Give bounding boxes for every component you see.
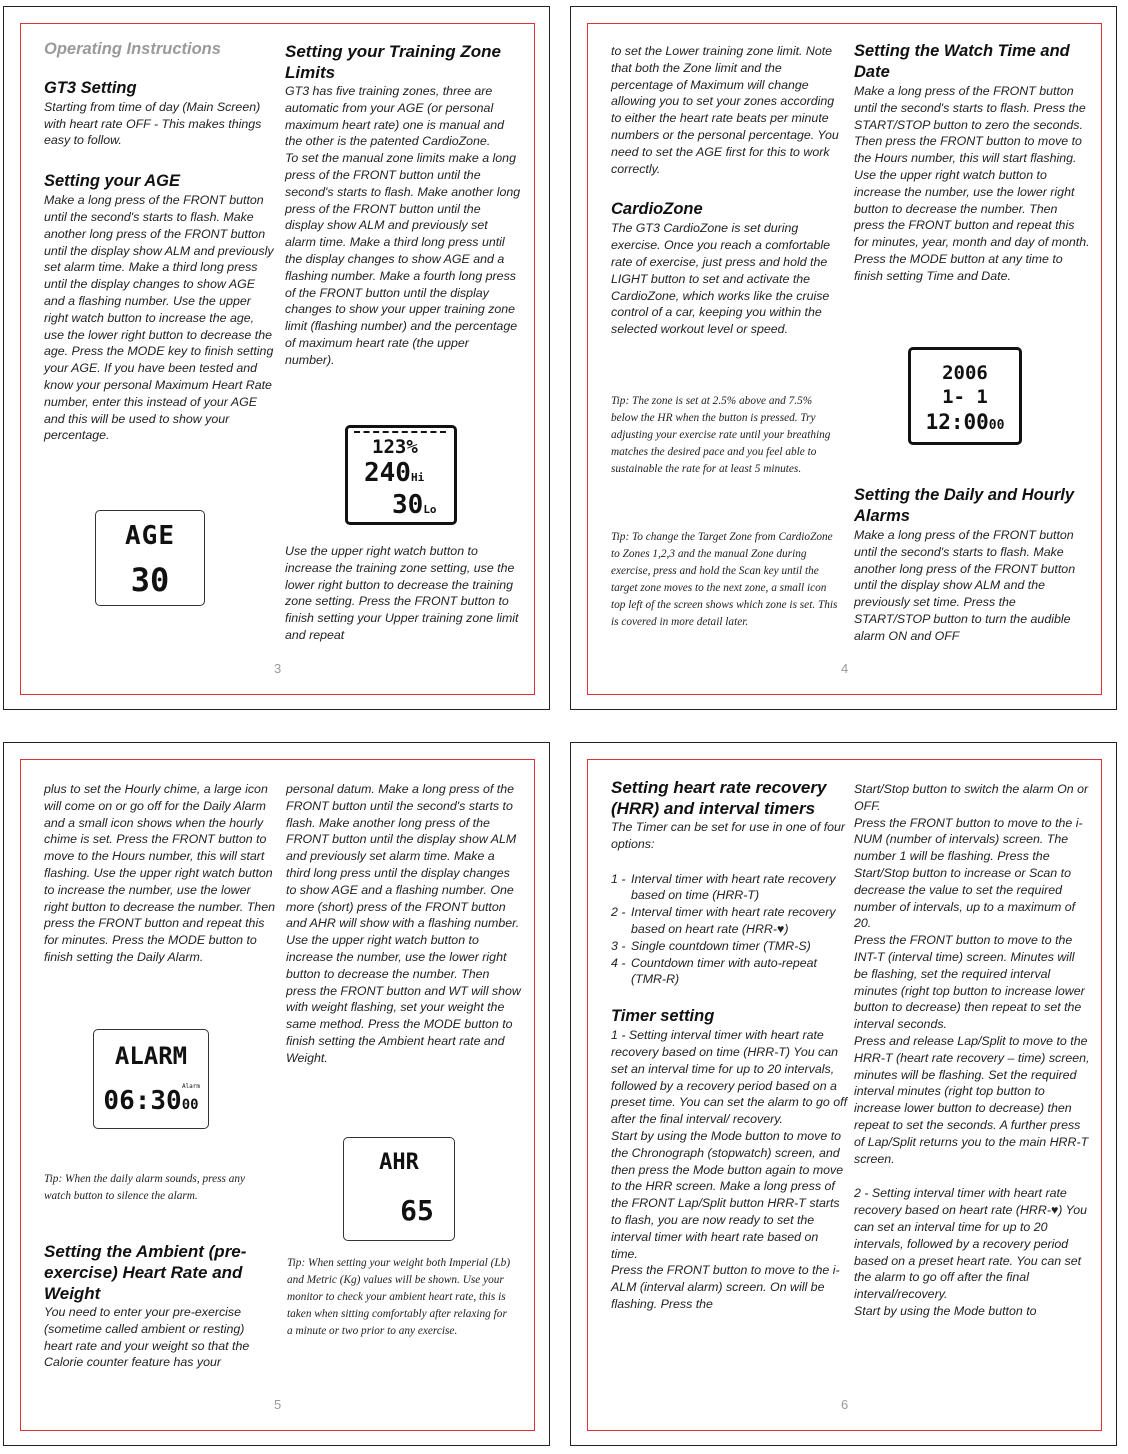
training-zone-text-1: GT3 has five training zones, three are automatic from your AGE (or personal maximum heart rate) one is manual and the other is the patented CardioZone. (285, 84, 505, 149)
timer-option (611, 955, 847, 989)
lcd-date-display (908, 347, 1022, 445)
page-4-left-column (611, 43, 839, 338)
timer-setting-text-2: Start by using the Mode button to move to the Chronograph (stopwatch) screen, and then press the Mode button again to move to the HRR screen. Make a long press of the FRONT Lap/Split button HRR-T starts to flash, you are now ready to set the interval timer with heart rate based on time. (611, 1128, 844, 1261)
tip-target-zone-text: Tip: To change the Target Zone from CardioZone to Zones 1,2,3 and the manual Zone during exercise, press and hold the Scan key until the target zone moves to the next zone, a small icon top left of the screen shows which zone is set. This is covered in more detail later. (611, 531, 838, 628)
timer-setting-text-3: Press the FRONT button to move to the i-ALM (interval alarm) screen. On will be flashing. Press the (611, 1263, 840, 1311)
timer-option-number: 2 - (611, 905, 626, 920)
page-4 (570, 6, 1117, 710)
page-6-right-column (854, 781, 1090, 1320)
watch-time-text: Make a long press of the FRONT button until the second's starts to flash. Press the START/STOP button to zero the seconds. Then press the FRONT button to move to the Hours number, this will start flashing. Use the upper right watch button to increase the number, use the lower right button to decrease the number. Then press the FRONT button and repeat this for minutes, year, month and day of month. Press the MODE button at any time to finish setting Time and Date. (854, 84, 1090, 283)
page-6 (570, 742, 1117, 1446)
page-3-left-column (44, 41, 276, 444)
lcd-age-display (95, 510, 205, 606)
page-5-tip-1 (44, 1171, 258, 1205)
training-zone-text-3: Use the upper right watch button to increase the training zone setting, use the lower right button to decrease the training zone setting. Press the FRONT button to finish setting your Upper training zone limit and repeat (285, 544, 519, 642)
timer-option-number: 3 - (611, 938, 626, 953)
page-number-5: 5 (274, 1397, 282, 1412)
timer-option-text: Single countdown timer (TMR-S) (631, 938, 811, 953)
lcd-seconds: 00 (988, 418, 1005, 433)
hrr-heading: Setting heart rate recovery (HRR) and interval timers (611, 778, 827, 818)
lcd-ahr-label: AHR (379, 1150, 419, 1175)
lcd-date: 1- 1 (942, 386, 988, 408)
timer-setting-heading: Timer setting (611, 1007, 715, 1026)
hrr-intro: The Timer can be set for use in one of four options: (611, 820, 846, 851)
page-3-right-column-bottom (285, 543, 521, 644)
lcd-zone-percent: 123% (372, 436, 418, 458)
operating-instructions-title: Operating Instructions (44, 40, 221, 58)
page-4-tip-2 (611, 529, 839, 631)
tip-alarm-text: Tip: When the daily alarm sounds, press any watch button to silence the alarm. (44, 1173, 246, 1202)
i-num-text: Press the FRONT button to move to the i-NUM (number of intervals) screen. The number 1 will be flashing. Press the Start/Stop button to increase or Scan to decrease the value to set the required number of intervals, up to a maximum of 20. (854, 815, 1083, 931)
lcd-ahr-value: 65 (400, 1194, 434, 1227)
lcd-zone-upper (364, 458, 424, 488)
page-5-right-column (286, 781, 522, 1067)
page-3-right-column (285, 41, 521, 369)
lcd-alarm-row (94, 1086, 208, 1116)
timer-setting-text-1: 1 - Setting interval timer with heart rate recovery based on time (HRR-T) You can set an interval time for up to 20 intervals, followed by a recovery period based on a preset time. You can set the alarm to go off after the final interval/ recovery. (611, 1028, 848, 1127)
lcd-zone-upper-tag: Hi (410, 471, 425, 484)
gt3-setting-text: Starting from time of day (Main Screen) with heart rate OFF - This makes things easy to follow. (44, 99, 262, 148)
setting-age-text: Make a long press of the FRONT button until the second's starts to flash. Make another long press of the FRONT button until the display show ALM and previously set alarm time. Make a third long press until the display changes to show AGE and a flashing number. Use the upper right watch button to increase the age, use the lower right button to decrease the age. Press the MODE key to finish setting your AGE. If you have been tested and know your personal Maximum Heart Rate number, enter this instead of your AGE and this will be used to show your percentage. (44, 193, 274, 443)
alarms-text: Make a long press of the FRONT button until the second's starts to flash. Make another long press of the FRONT button until the display show ALM and the previously set time. Press the START/STOP button to turn the audible alarm ON and OFF (854, 528, 1076, 643)
timer-option-text: Countdown timer with auto-repeat (TMR-R) (631, 955, 817, 987)
page-4-right-column-bottom (854, 485, 1090, 645)
hourly-chime-text: plus to set the Hourly chime, a large icon will come on or go off for the Daily Alarm and a small icon shows when the hourly chime is set. Press the FRONT button to move to the Hours number, this will start flashing. Use the upper right watch button to increase the number, use the lower right button to decrease the number. Then press the FRONT button and repeat this for minutes. Press the MODE button to finish setting the Daily Alarm. (44, 782, 275, 964)
setting-age-heading: Setting your AGE (44, 172, 180, 191)
ambient-heading: Setting the Ambient (pre-exercise) Heart Rate and Weight (44, 1242, 247, 1303)
timer-option-number: 4 - (611, 955, 626, 970)
timer-option-text: Interval timer with heart rate recovery based on time (HRR-T) (631, 871, 836, 903)
ambient-continued-text: personal datum. Make a long press of the FRONT button until the second's starts to flash. Make another long press of the FRONT button until the display show ALM and previously set alarm time. Make a third long press until the display changes to show AGE and a flashing number. One more (short) press of the FRONT button and AHR will show with a flashing number. Use the upper right watch button to increase the number, use the lower right button to decrease the number. Then press the FRONT button and WT will show with weight flashing, set your weight the same method. Press the MODE button to finish setting the Ambient heart rate and Weight. (286, 782, 521, 1065)
page-5-left-column (44, 781, 276, 966)
timer-options-list (611, 871, 847, 989)
timer-option (611, 938, 847, 955)
hrr-t-text: Press and release Lap/Split to move to the HRR-T (heart rate recovery – time) screen, minutes will be flashing. Set the required interval minutes (right top button to increase lower button to decrease) then repeat to set the seconds. A further press of Lap/Split returns you to the main HRR-T screen. (854, 1033, 1090, 1166)
tip-zone-text: Tip: The zone is set at 2.5% above and 7.5% below the HR when the button is pressed. Try adjusting your exercise rate until your breathing matches the desired pace and you feel able to sustainable the rate for at least 5 minutes. (611, 395, 831, 475)
lcd-alarm-seconds: 00 (181, 1097, 199, 1113)
lcd-zone-display (345, 425, 457, 525)
lcd-year: 2006 (942, 362, 988, 384)
lcd-zone-lower-tag: Lo (423, 503, 437, 516)
lcd-zone-lower-value: 30 (392, 490, 424, 520)
watch-time-heading: Setting the Watch Time and Date (854, 42, 1070, 81)
lcd-age-label: AGE (125, 521, 175, 551)
timer-option-text: Interval timer with heart rate recovery based on heart rate (HRR-♥) (631, 905, 836, 936)
ambient-text: You need to enter your pre-exercise (sometime called ambient or resting) heart rate and your weight so that the Calorie counter feature has your (44, 1305, 250, 1370)
page-4-tip-1 (611, 393, 835, 478)
page-number-6: 6 (841, 1397, 849, 1412)
lcd-time: 12:00 (925, 410, 989, 434)
lcd-alarm-display (93, 1029, 209, 1129)
page-6-left-column (611, 777, 847, 1313)
training-zone-heading: Setting your Training Zone Limits (285, 42, 501, 82)
page-5 (3, 742, 550, 1446)
lcd-time-row (911, 410, 1019, 434)
page-5-left-column-bottom (44, 1241, 276, 1371)
hrr-heart-text: 2 - Setting interval timer with heart rate recovery based on heart rate (HRR-♥) You can set an interval time for up to 20 intervals, followed by a recovery period based on a preset heart rate. You can set the alarm to go off after the final interval/recovery. (854, 1186, 1088, 1302)
gt3-setting-heading: GT3 Setting (44, 78, 137, 97)
lcd-ahr-display (343, 1137, 455, 1241)
lower-zone-text: to set the Lower training zone limit. Note that both the Zone limit and the percentage of Maximum will change allowing you to set your zones according to either the heart rate beats per minute numbers or the personal percentage. You need to set the AGE first for this to work correctly. (611, 44, 839, 176)
alarms-heading: Setting the Daily and Hourly Alarms (854, 486, 1075, 525)
page-number-3: 3 (274, 661, 282, 676)
lcd-age-value: 30 (130, 561, 170, 599)
page-4-right-column (854, 41, 1090, 285)
lcd-alarm-small: Alarm (181, 1083, 200, 1090)
cardiozone-heading: CardioZone (611, 200, 703, 219)
timer-option-number: 1 - (611, 871, 626, 886)
alarm-switch-text: Start/Stop button to switch the alarm On or OFF. (854, 782, 1089, 813)
tip-weight-text: Tip: When setting your weight both Imperial (Lb) and Metric (Kg) values will be shown. Use your monitor to check your ambient heart rate, this is taken when sitting comfortably after relaxing for a minute or two prior to any exercise. (287, 1257, 511, 1337)
lcd-zone-upper-value: 240 (364, 458, 411, 488)
cardiozone-text: The GT3 CardioZone is set during exercise. Once you reach a comfortable rate of exercise, just press and hold the LIGHT button to set and activate the CardioZone, which works like the cruise control of a car, keeping you within the selected workout level or speed. (611, 221, 831, 337)
page-number-4: 4 (841, 661, 849, 676)
timer-option (611, 904, 847, 938)
page-3 (3, 6, 550, 710)
int-t-text: Press the FRONT button to move to the INT-T (interval time) screen. Minutes will be flashing, set the required interval minutes (right top button to increase lower button to decrease) then repeat to set the interval seconds. (854, 933, 1085, 1032)
timer-option (611, 871, 847, 905)
lcd-zone-lower (392, 490, 437, 520)
lcd-alarm-label: ALARM (114, 1042, 188, 1070)
training-zone-text-2: To set the manual zone limits make a long press of the FRONT button until the second's starts to flash. Make another long press of the FRONT button until the display show ALM and previously set alarm time. Make a third long press until the display changes to show AGE and a flashing number. Make a fourth long press of the FRONT button until the display changes to show your upper training zone limit (flashing number) and the percentage of maximum heart rate (the upper number). (285, 151, 521, 367)
lcd-alarm-time: 06:30 (103, 1086, 182, 1116)
page-5-tip-2 (287, 1255, 513, 1340)
mode-start-text: Start by using the Mode button to (854, 1303, 1037, 1318)
